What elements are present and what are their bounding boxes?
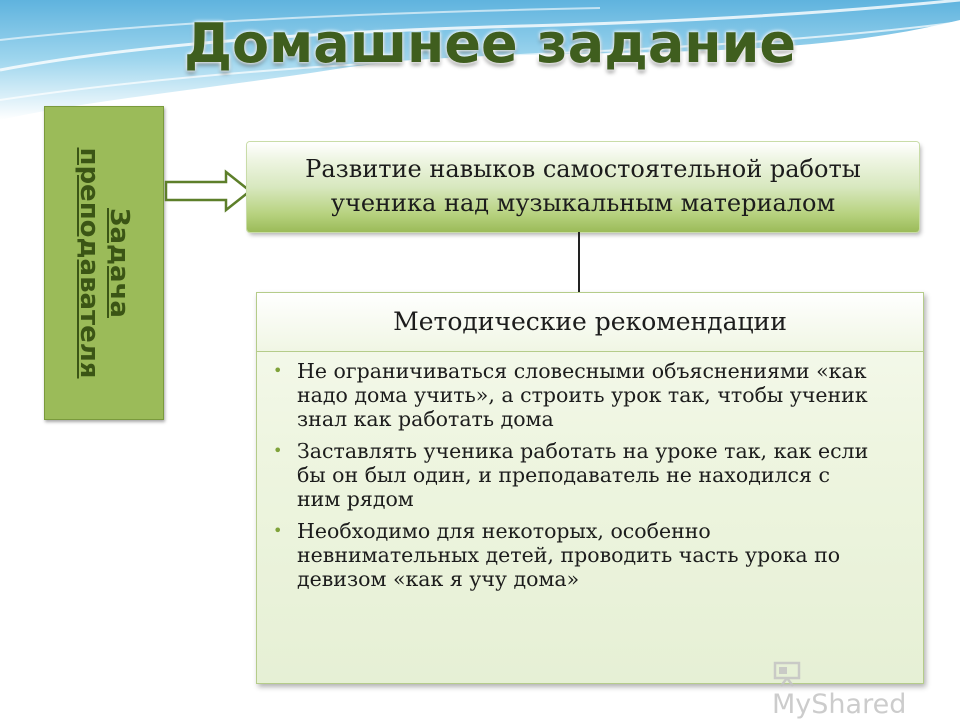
methods-box	[256, 292, 924, 684]
watermark	[772, 656, 922, 720]
methods-list	[267, 359, 877, 599]
list-item	[267, 439, 877, 511]
arrow-right-icon	[164, 168, 254, 214]
goal-text-line2: ученика над музыкальным материалом	[330, 189, 836, 217]
list-item-text: Заставлять ученика работать на уроке так, как если бы он был один, и преподаватель не находился с ним рядом	[297, 439, 869, 511]
connector-line	[578, 232, 580, 292]
bullet-icon: •	[273, 441, 283, 460]
list-item	[267, 359, 877, 431]
watermark-text: MyShared	[772, 688, 907, 720]
goal-text	[247, 152, 919, 220]
goal-text-line1: Развитие навыков самостоятельной работы	[305, 155, 861, 183]
list-item-text: Не ограничиваться словесными объяснениями «как надо дома учить», а строить урок так, чтобы ученик знал как работать дома	[297, 359, 868, 431]
bullet-icon: •	[273, 521, 283, 540]
bullet-icon: •	[273, 361, 283, 380]
task-label: Задача преподавателя	[74, 147, 134, 379]
list-item-text: Необходимо для некоторых, особенно невнимательных детей, проводить часть урока по девизом «как я учу дома»	[297, 519, 841, 591]
goal-box	[247, 142, 919, 232]
methods-heading: Методические рекомендации	[257, 293, 923, 352]
page-title: Домашнее задание	[183, 12, 797, 75]
list-item	[267, 519, 877, 591]
presentation-icon	[772, 658, 802, 688]
task-label-container	[44, 106, 164, 420]
